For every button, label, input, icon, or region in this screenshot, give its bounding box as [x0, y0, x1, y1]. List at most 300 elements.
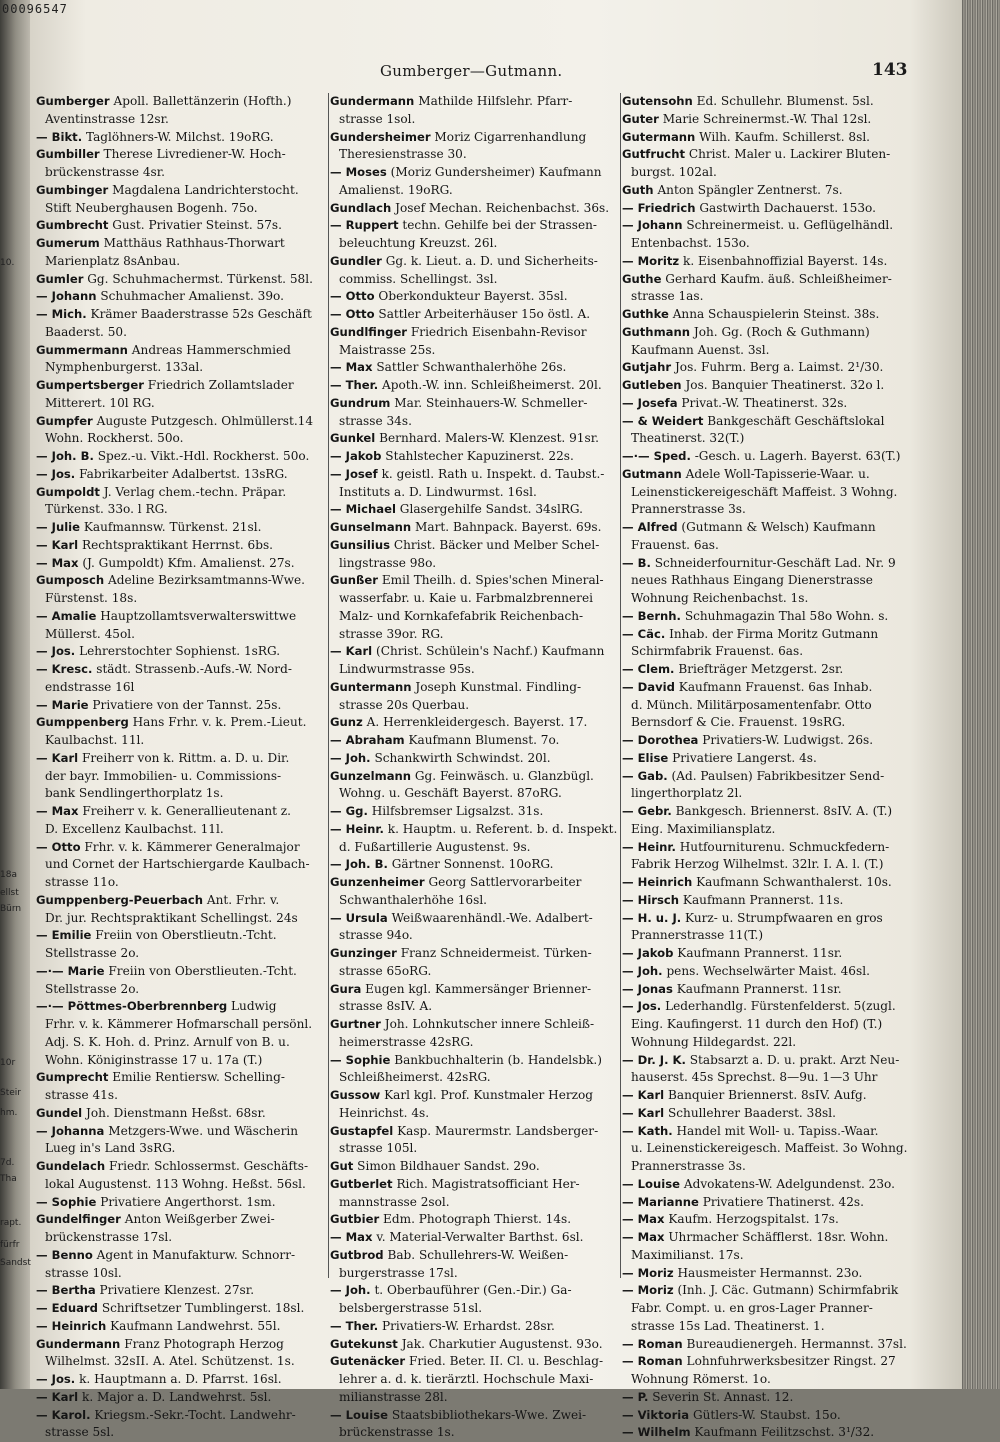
entry-surname: — Moses [330, 165, 387, 179]
entry-text: Gerhard Kaufm. äuß. Schleißheimer- [665, 272, 892, 286]
directory-entry [36, 1318, 326, 1336]
entry-surname: — Ther. [330, 378, 378, 392]
entry-line [339, 129, 618, 147]
entry-surname: — Ruppert [330, 218, 399, 232]
entry-text: Maximilianst. 17s. [631, 1248, 744, 1262]
entry-surname: — Marie [36, 698, 89, 712]
entry-line [45, 146, 326, 164]
entry-text: Christ. Maler u. Lackirer Bluten- [689, 147, 890, 161]
entry-surname: — Karl [36, 538, 78, 552]
entry-line [631, 1353, 914, 1371]
entry-line [631, 1424, 914, 1442]
entry-text: Stabsarzt a. D. u. prakt. Arzt Neu- [690, 1053, 900, 1067]
directory-entry [330, 856, 618, 874]
entry-text: Kaufmann Prannerst. 11s. [683, 893, 843, 907]
directory-entry [330, 1353, 618, 1406]
entry-text: (Inh. J. Cäc. Gutmann) Schirmfabrik [677, 1283, 898, 1297]
entry-line [631, 93, 914, 111]
directory-entry [330, 359, 618, 377]
entry-surname: Gutenäcker [330, 1354, 405, 1368]
directory-entry [330, 288, 618, 306]
entry-text: Fabrikarbeiter Adalbertst. 13sRG. [79, 467, 288, 481]
entry-line [45, 1353, 326, 1371]
directory-entry [330, 164, 618, 200]
entry-line [631, 1087, 914, 1105]
entry-surname: Guter [622, 112, 659, 126]
entry-surname: Gundel [36, 1106, 82, 1120]
entry-text: k. Hauptm. u. Referent. b. d. Inspekt. [388, 822, 618, 836]
entry-text: t. Oberbauführer (Gen.-Dir.) Ga- [374, 1283, 571, 1297]
entry-line [631, 1105, 914, 1123]
directory-entry [622, 129, 914, 147]
entry-text: Freiherr v. k. Generallieutenant z. [82, 804, 291, 818]
entry-text: strasse 20s Querbau. [339, 698, 469, 712]
entry-line [631, 963, 914, 981]
entry-line [339, 572, 618, 590]
entry-text: Adele Woll-Tapisserie-Waar. u. [686, 467, 870, 481]
entry-line [631, 1318, 914, 1336]
entry-line [45, 1123, 326, 1141]
entry-line [339, 306, 618, 324]
directory-entry [36, 714, 326, 750]
margin-fragment: Bürn [0, 904, 21, 914]
entry-text: Christ. Bäcker und Melber Schel- [394, 538, 599, 552]
directory-entry [622, 981, 914, 999]
entry-line [45, 1265, 326, 1283]
entry-line [631, 1300, 914, 1318]
entry-surname: — Max [330, 360, 372, 374]
entry-line [45, 342, 326, 360]
entry-surname: — H. u. J. [622, 911, 681, 925]
entry-line [631, 1176, 914, 1194]
entry-line [631, 235, 914, 253]
entry-surname: Gumbiller [36, 147, 100, 161]
entry-text: strasse 41s. [45, 1088, 118, 1102]
entry-line [339, 200, 618, 218]
entry-surname: — Karl [622, 1106, 664, 1120]
entry-text: Baaderst. 50. [45, 325, 127, 339]
entry-line [45, 910, 326, 928]
directory-entry [36, 271, 326, 289]
entry-line [631, 626, 914, 644]
entry-line [631, 945, 914, 963]
entry-text: Eugen kgl. Kammersänger Brienner- [365, 982, 591, 996]
directory-entry [622, 910, 914, 946]
entry-text: Prannerstrasse 3s. [631, 502, 746, 516]
entry-line [45, 661, 326, 679]
entry-surname: Gutleben [622, 378, 682, 392]
entry-surname: Gummermann [36, 343, 128, 357]
entry-line [339, 1016, 618, 1034]
entry-text: Frhr. v. k. Kämmerer Generalmajor [84, 840, 299, 854]
directory-entry [36, 1105, 326, 1123]
directory-entry [36, 803, 326, 839]
entry-line [339, 235, 618, 253]
directory-entry [622, 1265, 914, 1283]
entry-line [45, 200, 326, 218]
entry-surname: — Karl [622, 1088, 664, 1102]
entry-surname: — Roman [622, 1354, 683, 1368]
entry-line [339, 537, 618, 555]
entry-line [339, 1087, 618, 1105]
entry-line [631, 217, 914, 235]
entry-text: Leinenstickereigeschäft Maffeist. 3 Wohng. [631, 485, 897, 499]
entry-text: lokal Augustenst. 113 Wohng. Heßst. 56sl. [45, 1177, 306, 1191]
entry-line [339, 821, 618, 839]
entry-text: Auguste Putzgesch. Ohlmüllerst.14 [97, 414, 313, 428]
entry-line [45, 963, 326, 981]
entry-text: der bayr. Immobilien- u. Commissions- [45, 769, 281, 783]
margin-fragment: Tha [0, 1174, 17, 1184]
entry-surname: — Joh. [622, 964, 663, 978]
entry-text: Kriegsm.-Sekr.-Tocht. Landwehr- [94, 1408, 295, 1422]
entry-surname: — Otto [36, 840, 81, 854]
entry-surname: — Kresc. [36, 662, 92, 676]
directory-entry [330, 519, 618, 537]
entry-line [339, 963, 618, 981]
entry-line [631, 661, 914, 679]
entry-surname: — Max [36, 804, 78, 818]
directory-entry [36, 1282, 326, 1300]
entry-text: Privatiere Langerst. 4s. [672, 751, 817, 765]
entry-line [631, 856, 914, 874]
entry-line [45, 1194, 326, 1212]
entry-line [45, 856, 326, 874]
entry-text: A. Herrenkleidergesch. Bayerst. 17. [367, 715, 588, 729]
entry-text: d. Fußartillerie Augustenst. 9s. [339, 840, 531, 854]
entry-surname: — Emilie [36, 928, 91, 942]
entry-text: Jak. Charkutier Augustenst. 93o. [402, 1337, 603, 1351]
entry-line [45, 1229, 326, 1247]
entry-text: Friedrich Zollamtslader [148, 378, 294, 392]
entry-line [631, 981, 914, 999]
entry-line [631, 413, 914, 431]
entry-surname: — Moriz [622, 1266, 674, 1280]
entry-line [45, 874, 326, 892]
book-page-edges [962, 0, 1000, 1389]
entry-surname: Gundlfinger [330, 325, 407, 339]
entry-text: Entenbachst. 153o. [631, 236, 750, 250]
directory-entry [330, 537, 618, 573]
entry-line [45, 1389, 326, 1407]
directory-entry [622, 732, 914, 750]
directory-entry [330, 1087, 618, 1123]
entry-text: Ludwig [231, 999, 277, 1013]
entry-text: -Gesch. u. Lagerh. Bayerst. 63(T.) [695, 449, 901, 463]
entry-line [339, 430, 618, 448]
directory-entry [330, 306, 618, 324]
entry-surname: Gumerum [36, 236, 100, 250]
entry-line [339, 1247, 618, 1265]
entry-text: Moriz Cigarrenhandlung [434, 130, 586, 144]
entry-line [45, 519, 326, 537]
entry-text: Briefträger Metzgerst. 2sr. [678, 662, 843, 676]
entry-text: Kasp. Maurermstr. Landsberger- [397, 1124, 598, 1138]
entry-surname: — Karl [36, 1390, 78, 1404]
entry-line [339, 1407, 618, 1425]
entry-text: Eing. Kaufingerst. 11 durch den Hof) (T.) [631, 1017, 882, 1031]
directory-entry [36, 484, 326, 520]
directory-entry [36, 537, 326, 555]
column-divider [328, 93, 329, 1278]
entry-text: Bankgesch. Briennerst. 8sIV. A. (T.) [676, 804, 893, 818]
entry-text: strasse 105l. [339, 1141, 417, 1155]
entry-surname: Gumpfer [36, 414, 93, 428]
entry-text: Bab. Schullehrers-W. Weißen- [387, 1248, 568, 1262]
entry-text: Freiherr von k. Rittm. a. D. u. Dir. [82, 751, 289, 765]
directory-entry [622, 324, 914, 360]
entry-surname: Gutbier [330, 1212, 379, 1226]
entry-surname: — Sophie [330, 1053, 390, 1067]
entry-text: Mathilde Hilfslehr. Pfarr- [418, 94, 572, 108]
entry-surname: — Max [622, 1212, 664, 1226]
entry-line [631, 750, 914, 768]
entry-line [339, 1194, 618, 1212]
entry-text: strasse 11o. [45, 875, 119, 889]
entry-line [631, 501, 914, 519]
entry-text: Privatiere von der Tannst. 25s. [92, 698, 281, 712]
entry-line [45, 572, 326, 590]
entry-surname: Gumppenberg [36, 715, 129, 729]
entry-line [631, 732, 914, 750]
entry-surname: Guthke [622, 307, 669, 321]
entry-surname: Gutermann [622, 130, 695, 144]
entry-line [45, 626, 326, 644]
entry-line [339, 998, 618, 1016]
entry-text: Türkenst. 33o. l RG. [45, 502, 168, 516]
entry-text: Therese Livrediener-W. Hoch- [104, 147, 286, 161]
entry-surname: Gundelfinger [36, 1212, 121, 1226]
entry-surname: Gura [330, 982, 361, 996]
margin-fragment: Sandst [0, 1258, 31, 1268]
entry-surname: — Clem. [622, 662, 674, 676]
directory-entry [36, 697, 326, 715]
entry-text: strasse 65oRG. [339, 964, 431, 978]
directory-entry [330, 910, 618, 946]
directory-entry [330, 217, 618, 253]
directory-entry [36, 146, 326, 182]
directory-entry [622, 998, 914, 1051]
directory-entry [330, 1407, 618, 1442]
entry-text: Kaufm. Herzogspitalst. 17s. [668, 1212, 839, 1226]
directory-entry [330, 501, 618, 519]
directory-entry [622, 1229, 914, 1265]
entry-line [45, 732, 326, 750]
entry-line [339, 1265, 618, 1283]
directory-entry [36, 1247, 326, 1283]
entry-line [339, 697, 618, 715]
entry-surname: — Heinrich [622, 875, 692, 889]
entry-line [631, 519, 914, 537]
directory-column-3 [622, 93, 914, 1442]
entry-line [631, 803, 914, 821]
entry-text: Nymphenburgerst. 133al. [45, 360, 203, 374]
directory-entry [622, 271, 914, 307]
entry-text: Kaufmann Auenst. 3sl. [631, 343, 769, 357]
entry-surname: — Kath. [622, 1124, 673, 1138]
entry-text: Privatiers-W. Ludwigst. 26s. [702, 733, 873, 747]
entry-text: Joh. Dienstmann Heßst. 68sr. [86, 1106, 266, 1120]
entry-line [45, 164, 326, 182]
margin-fragment: 18a [0, 870, 17, 880]
entry-text: Privatiers-W. Erhardst. 28sr. [382, 1319, 555, 1333]
directory-entry [330, 200, 618, 218]
entry-text: Lueg in's Land 3sRG. [45, 1141, 175, 1155]
entry-line [339, 324, 618, 342]
directory-entry [330, 874, 618, 910]
entry-surname: — Marianne [622, 1195, 699, 1209]
entry-line [339, 413, 618, 431]
entry-surname: Gumberger [36, 94, 110, 108]
entry-text: wasserfabr. u. Kaie u. Farbmalzbrennerei [339, 591, 593, 605]
entry-text: Jos. Fuhrm. Berg a. Laimst. 2¹/30. [675, 360, 883, 374]
entry-text: d. Münch. Militärposamentenfabr. Otto [631, 698, 872, 712]
entry-text: Taglöhners-W. Milchst. 19oRG. [86, 130, 274, 144]
directory-entry [330, 129, 618, 165]
entry-line [631, 1336, 914, 1354]
entry-text: Sattler Arbeiterhäuser 15o östl. A. [378, 307, 590, 321]
entry-line [45, 1052, 326, 1070]
entry-line [339, 217, 618, 235]
entry-text: strasse 39or. RG. [339, 627, 443, 641]
entry-text: Wohn. Königinstrasse 17 u. 17a (T.) [45, 1053, 262, 1067]
entry-surname: — Louise [622, 1177, 680, 1191]
entry-surname: Gurtner [330, 1017, 381, 1031]
directory-entry [622, 1407, 914, 1425]
directory-entry [330, 750, 618, 768]
entry-text: Emilie Rentiersw. Schelling- [112, 1070, 285, 1084]
entry-text: Staatsbibliothekars-Wwe. Zwei- [392, 1408, 586, 1422]
entry-line [45, 413, 326, 431]
directory-entry [330, 377, 618, 395]
entry-text: Friedrich Eisenbahn-Revisor [411, 325, 587, 339]
entry-line [631, 146, 914, 164]
entry-line [45, 697, 326, 715]
entry-surname: — Wilhelm [622, 1425, 691, 1439]
entry-surname: —·— Pöttmes-Oberbrennberg [36, 999, 227, 1013]
entry-text: Kurz- u. Strumpfwaaren en gros [685, 911, 883, 925]
directory-entry [622, 1282, 914, 1335]
margin-fragment: hm. [0, 1108, 17, 1118]
entry-line [339, 1052, 618, 1070]
directory-entry [622, 182, 914, 200]
entry-line [339, 1389, 618, 1407]
entry-line [45, 466, 326, 484]
entry-text: Prannerstrasse 3s. [631, 1159, 746, 1173]
entry-text: Apoth.-W. inn. Schleißheimerst. 20l. [382, 378, 602, 392]
entry-line [45, 537, 326, 555]
entry-line [339, 182, 618, 200]
entry-line [339, 768, 618, 786]
entry-text: Andreas Hammerschmied [132, 343, 291, 357]
entry-line [339, 111, 618, 129]
entry-surname: — Johann [622, 218, 683, 232]
directory-entry [622, 111, 914, 129]
entry-text: Schankwirth Schwindst. 20l. [374, 751, 550, 765]
directory-entry [330, 253, 618, 289]
directory-entry [622, 1389, 914, 1407]
entry-line [339, 874, 618, 892]
entry-surname: — Jonas [622, 982, 673, 996]
entry-text: Apoll. Ballettänzerin (Hofth.) [113, 94, 291, 108]
directory-entry [36, 519, 326, 537]
entry-line [631, 1407, 914, 1425]
entry-line [339, 1282, 618, 1300]
entry-text: Schneiderfournitur-Geschäft Lad. Nr. 9 [655, 556, 896, 570]
entry-line [339, 679, 618, 697]
entry-surname: Gunkel [330, 431, 375, 445]
entry-text: Schuhmagazin Thal 58o Wohn. s. [685, 609, 888, 623]
entry-text: D. Excellenz Kaulbachst. 11l. [45, 822, 224, 836]
entry-surname: — Bertha [36, 1283, 96, 1297]
entry-surname: — Bernh. [622, 609, 681, 623]
entry-line [339, 1123, 618, 1141]
entry-surname: Gutekunst [330, 1337, 398, 1351]
entry-surname: Guntermann [330, 680, 412, 694]
entry-text: Fabrik Herzog Wilhelmst. 32lr. I. A. l. (T.) [631, 857, 883, 871]
directory-entry [622, 803, 914, 839]
entry-text: Fried. Beter. II. Cl. u. Beschlag- [409, 1354, 603, 1368]
entry-text: Hilfsbremser Ligsalzst. 31s. [372, 804, 544, 818]
entry-text: brückenstrasse 4sr. [45, 165, 165, 179]
entry-surname: Gutensohn [622, 94, 693, 108]
entry-line [45, 785, 326, 803]
entry-line [631, 448, 914, 466]
entry-surname: Gumpertsberger [36, 378, 144, 392]
margin-fragment: ellst [0, 888, 19, 898]
entry-surname: — Karl [330, 644, 372, 658]
directory-entry [330, 93, 618, 129]
directory-entry [330, 1016, 618, 1052]
entry-line [45, 359, 326, 377]
entry-line [45, 1282, 326, 1300]
entry-surname: — Ther. [330, 1319, 378, 1333]
entry-surname: Gutbrod [330, 1248, 384, 1262]
entry-line [45, 395, 326, 413]
entry-surname: Gunz [330, 715, 363, 729]
entry-text: Schuhmacher Amalienst. 39o. [100, 289, 284, 303]
entry-line [339, 714, 618, 732]
entry-line [45, 590, 326, 608]
entry-text: Rechtspraktikant Herrnst. 6bs. [82, 538, 273, 552]
entry-text: Privatiere Klenzest. 27sr. [100, 1283, 255, 1297]
entry-line [631, 342, 914, 360]
entry-surname: Gunselmann [330, 520, 411, 534]
directory-entry [36, 572, 326, 608]
entry-line [631, 359, 914, 377]
entry-line [631, 608, 914, 626]
entry-surname: — Viktoria [622, 1408, 689, 1422]
entry-line [631, 377, 914, 395]
entry-surname: — Jos. [622, 999, 661, 1013]
entry-text: Prannerstrasse 11(T.) [631, 928, 763, 942]
margin-fragment: 10r [0, 1058, 15, 1068]
directory-entry [622, 1105, 914, 1123]
entry-surname: — & Weidert [622, 414, 703, 428]
entry-line [45, 288, 326, 306]
directory-entry [622, 1353, 914, 1389]
entry-surname: — Dr. J. K. [622, 1053, 686, 1067]
entry-surname: Gustapfel [330, 1124, 393, 1138]
entry-surname: — Jos. [36, 467, 75, 481]
entry-line [45, 324, 326, 342]
entry-line [339, 93, 618, 111]
entry-surname: Gunzinger [330, 946, 397, 960]
entry-line [339, 395, 618, 413]
entry-line [45, 306, 326, 324]
entry-surname: — Josefa [622, 396, 678, 410]
entry-line [631, 679, 914, 697]
